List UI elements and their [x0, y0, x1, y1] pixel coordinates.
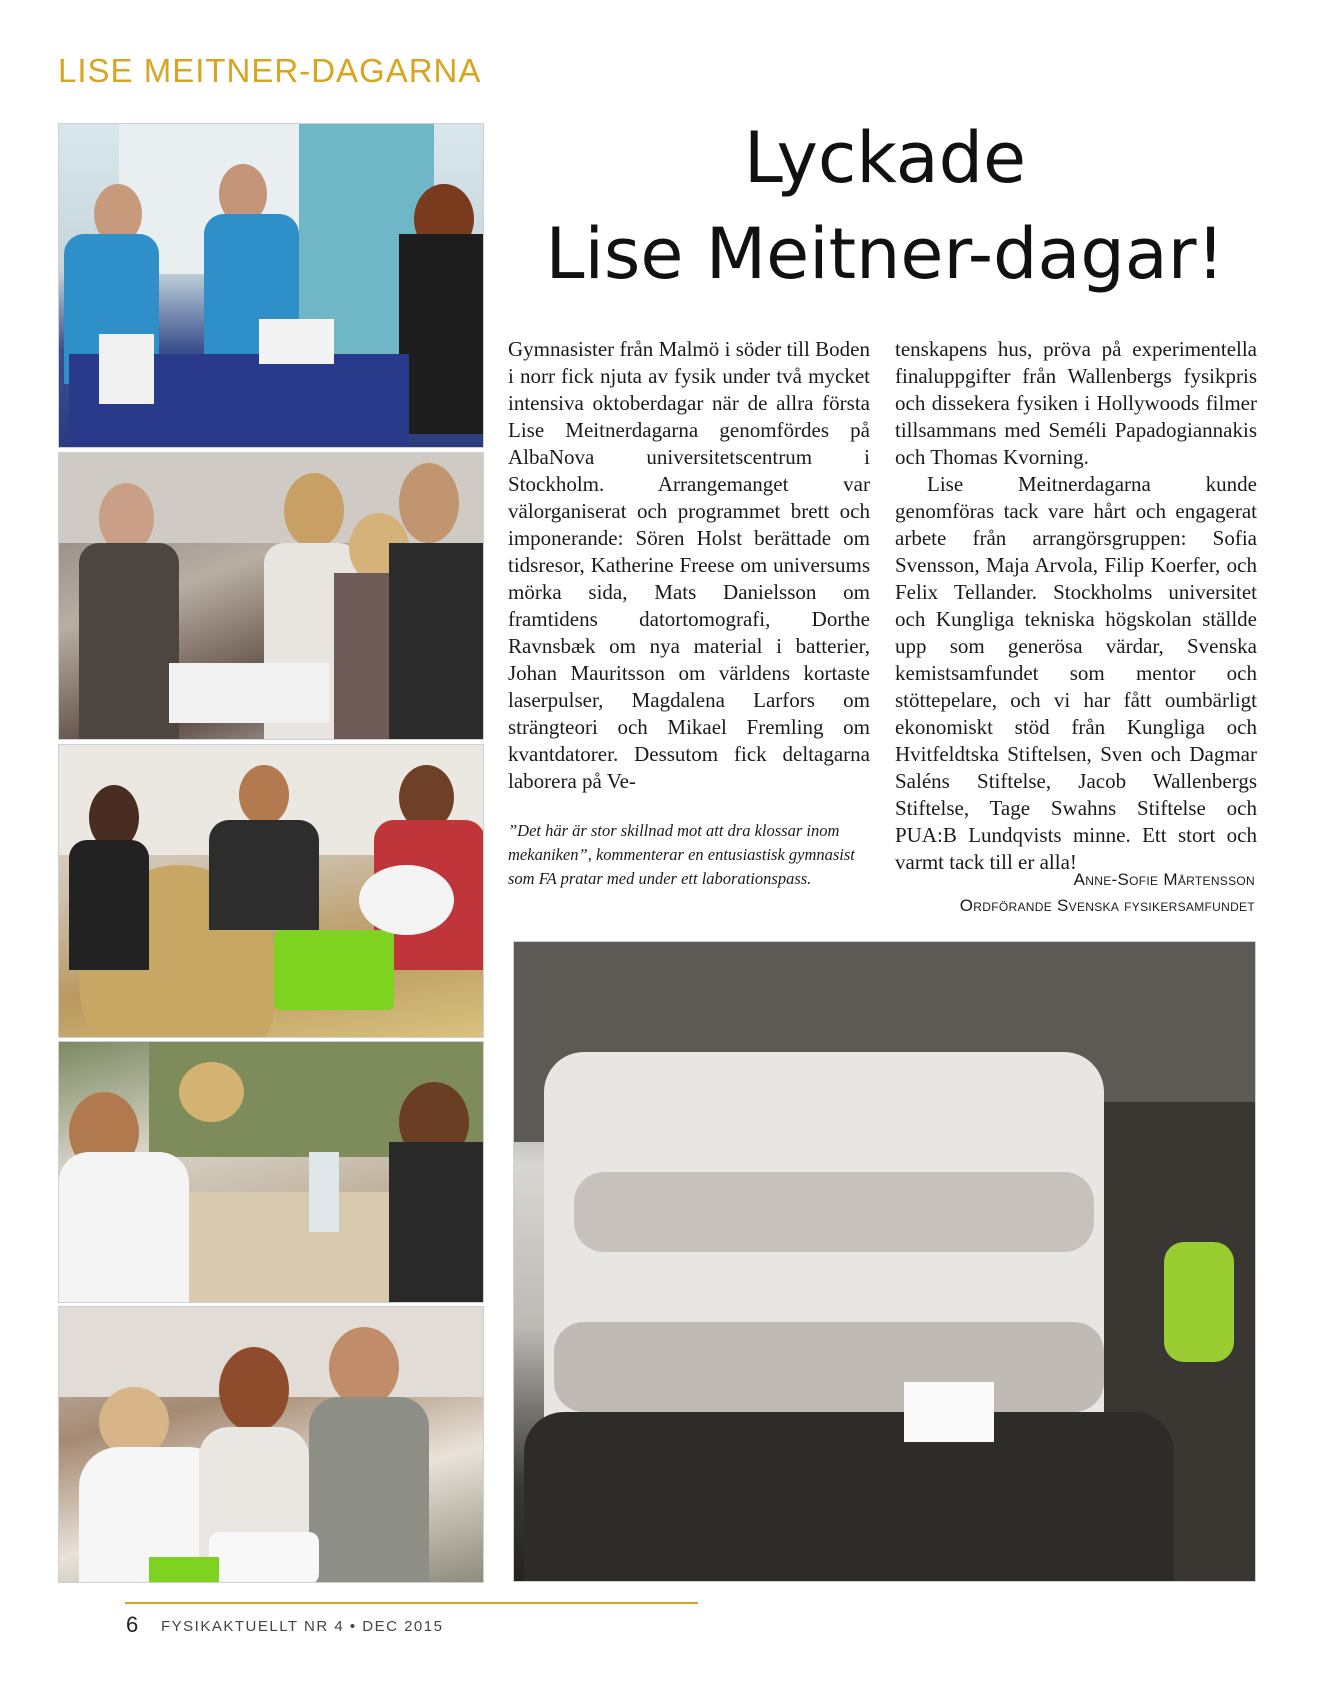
signature	[960, 867, 1255, 919]
photo-students-writing	[58, 1041, 484, 1303]
photo-experiment	[58, 1306, 484, 1583]
photo-exhibition-booth	[58, 123, 484, 448]
title-line-1: Lyckade	[743, 117, 1027, 199]
photo-caption: ”Det här är stor skillnad mot att dra klossar inom mekaniken”, kommenterar en entusiastisk gymnasist som FA pratar med under ett laborationspass.	[508, 821, 855, 888]
footer-rule	[125, 1602, 698, 1604]
title-line-2: Lise Meitner-dagar!	[545, 213, 1225, 295]
article-title	[515, 110, 1255, 302]
signature-name: Anne-Sofie Mårtensson	[1073, 870, 1255, 889]
photo-lab-table	[58, 744, 484, 1038]
article-column-right	[895, 336, 1257, 876]
photo-students-discussion	[58, 452, 484, 740]
article-paragraph: Gymnasister från Malmö i söder till Boden i norr fick njuta av fysik under två mycket intensiva oktoberdagar när de allra första Lise Meitnerdagarna genomfördes på AlbaNova universitetscentrum i Stockholm. Arrangemanget var välorganiserat och programmet brett och imponerande: Sören Holst berättade om tidsresor, Katherine Freese om universums mörka sida, Mats Danielsson om framtidens datortomografi, Dorthe Ravnsbæk om nya material i batterier, Johan Mauritsson om världens kortaste laserpulser, Magdalena Larfors om strängteori och Mikael Fremling om kvantdatorer. Dessutom fick deltagarna laborera på Ve-	[508, 337, 870, 793]
section-heading: LISE MEITNER-DAGARNA	[58, 52, 482, 89]
photo-group	[513, 941, 1256, 1582]
publication-info: FYSIKAKTUELLT NR 4 • DEC 2015	[161, 1618, 444, 1635]
page-number: 6	[126, 1612, 139, 1637]
signature-role: Ordförande Svenska fysikersamfundet	[959, 896, 1255, 915]
article-column-left	[508, 336, 870, 795]
article-paragraph: Lise Meitnerdagarna kunde genomföras tack vare hårt och engagerat arbete från arrangörsgruppen: Sofia Svensson, Maja Arvola, Filip Koerfer, och Felix Tellander. Stockholms universitet och Kungliga tekniska högskolan ställde upp som generösa värdar, Svenska kemistsamfundet som mentor och stöttepelare, och vi har fått oumbärligt ekonomiskt stöd från Kungliga och Hvitfeldtska Stiftelsen, Sven och Dagmar Saléns Stiftelse, Jacob Wallenbergs Stiftelse, Tage Swahns Stiftelse och PUA:B Lundqvists minne. Ett stort och varmt tack till er alla!	[895, 472, 1257, 874]
article-paragraph: tenskapens hus, pröva på experimentella finaluppgifter från Wallenbergs fysikpris och dissekera fysiken i Hollywoods filmer tillsammans med Seméli Papadogiannakis och Thomas Kvorning.	[895, 337, 1257, 469]
